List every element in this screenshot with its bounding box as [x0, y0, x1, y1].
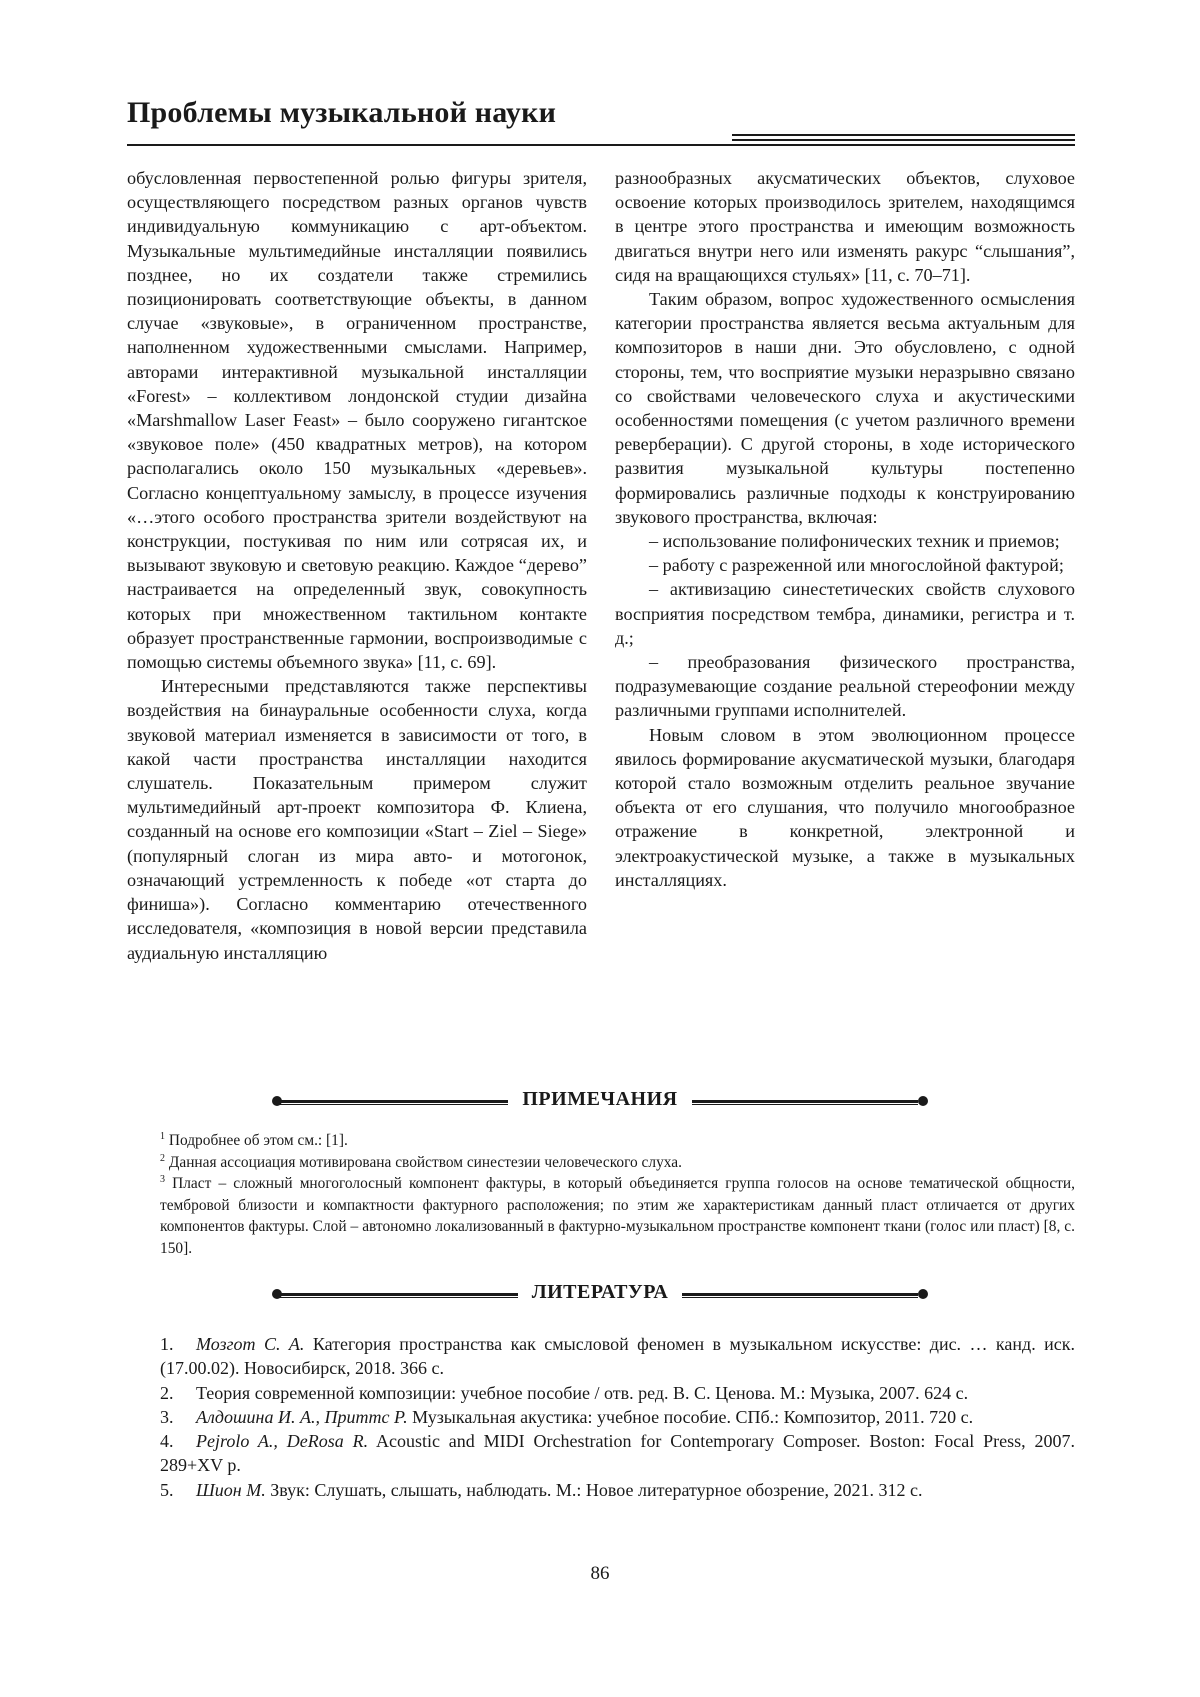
paragraph: Новым словом в этом эволюционном процессе явилось формирование акусматической музыки, благодаря которой стало возможным отделить реальное звучание объекта от его слушания, что получило многообразное отражение в конкретной, электронной и электроакустической музыке, а также в музыкальных инсталляциях.: [615, 724, 1075, 890]
reference-item: [160, 1478, 1075, 1502]
paragraph: Таким образом, вопрос художественного осмысления категории пространства является весьма актуальным для композиторов в наши дни. Это обусловлено, с одной стороны, тем, что восприятие музыки неразрывно связано со свойствами человеческого слуха и акустическими особенностями помещения (с учетом различного времени реверберации). С другой стороны, в ходе исторического развития музыкальной культуры постепенно формировались различные подходы к конструированию звукового пространства, включая:: [615, 289, 1075, 527]
reference-text: Категория пространства как смысловой феномен в музыкальном искусстве: дис. … канд. иск. (17.00.02). Новосибирск, 2018. 366 с.: [160, 1334, 1075, 1379]
footnote-text: Пласт – сложный многоголосный компонент фактуры, в который объединяется группа голосов на основе тематической общности, тембровой близости и компактности фактурного расположения; по этим же характеристикам данный пласт отличается от других компонентов фактуры. Слой – автономно локализованный в фактурно-музыкальном пространстве компонент ткани (голос или пласт) [8, с. 150].: [160, 1175, 1075, 1257]
reference-item: [160, 1405, 1075, 1429]
notes-heading: ПРИМЕЧАНИЯ: [508, 1088, 691, 1110]
page-number: 86: [590, 1563, 610, 1584]
footnote: [160, 1152, 1075, 1174]
left-column: [127, 166, 587, 965]
references-heading: ЛИТЕРАТУРА: [518, 1281, 683, 1303]
footnote-number: 2: [160, 1152, 165, 1164]
notes-section: [160, 1130, 1075, 1259]
reference-number: 3.: [160, 1406, 174, 1427]
paragraph: обусловленная первостепенной ролью фигуры зрителя, осуществляющего посредством разных органов чувств индивидуальную коммуникацию с арт-объектом. Музыкальные мультимедийные инсталляции появились позднее, но их создатели также стремились позиционировать соответствующие объекты, в данном случае «звуковые», в ограниченном пространстве, наполненном художественными смыслами. Например, авторами интерактивной музыкальной инсталляции «Forest» – коллективом лондонской студии дизайна «Marshmallow Laser Feast» – было сооружено гигантское «звуковое поле» (450 квадратных метров), на котором располагались около 150 музыкальных «деревьев». Согласно концептуальному замыслу, в процессе изучения «…этого особого пространства зрители воздействуют на конструкции, постукивая по ним или сотрясая их, и вызывают звуковую и световую реакцию. Каждое “дерево” настраивается на определенный звук, совокупность которых при множественном тактильном контакте образует пространственные гармонии, воспроизводимые с помощью системы объемного звука» [11, с. 69].: [127, 168, 587, 673]
reference-text: Acoustic and MIDI Orchestration for Contemporary Composer. Boston: Focal Press, 2007. 289+XV p.: [160, 1431, 1075, 1476]
footnote: [160, 1173, 1075, 1259]
reference-author: Pejrolo A., DeRosa R.: [196, 1431, 369, 1452]
reference-item: [160, 1429, 1075, 1478]
reference-item: [160, 1381, 1075, 1405]
reference-number: 2.: [160, 1382, 174, 1403]
header-rule-accent-1: [732, 134, 1075, 136]
reference-number: 1.: [160, 1334, 174, 1354]
footnote-number: 3: [160, 1173, 165, 1185]
paragraph: Интересными представляются также перспективы воздействия на бинауральные особенности слуха, когда звуковой материал изменяется в зависимости от того, в какой части пространства инсталляции находится слушатель. Показательным примером служит мультимедийный арт-проект композитора Ф. Клиена, созданный на основе его композиции «Start – Ziel – Siege» (популярный слоган из мира авто- и мотогонок, означающий устремленность к победе «от старта до финиша»). Согласно комментарию отечественного исследователя, «композиция в новой версии представила аудиальную инсталляцию: [127, 676, 587, 963]
reference-author: Мозгот С. А.: [196, 1334, 305, 1354]
reference-number: 5.: [160, 1479, 174, 1500]
footnote: [160, 1130, 1075, 1152]
notes-heading-divider: [270, 1085, 930, 1115]
header-rule-accent-2: [732, 139, 1075, 141]
header-rule: [127, 144, 1075, 146]
list-item: – работу с разреженной или многослойной фактурой;: [649, 555, 1064, 576]
reference-author: Шион М.: [196, 1479, 266, 1500]
list-item: – использование полифонических техник и приемов;: [649, 531, 1060, 552]
reference-author: Алдошина И. А., Приттс Р.: [196, 1406, 408, 1427]
paragraph: разнообразных акусматических объектов, слуховое освоение которых производилось зрителем, находящимся в центре этого пространства и имеющим возможность двигаться внутри него или изменять ракурс “слышания”, сидя на вращающихся стульях» [11, с. 70–71].: [615, 168, 1075, 285]
references-heading-divider: [270, 1278, 930, 1308]
reference-text: Музыкальная акустика: учебное пособие. СПб.: Композитор, 2011. 720 с.: [412, 1406, 974, 1427]
list-item: – активизацию синестетических свойств слухового восприятия посредством тембра, динамики, регистра и т. д.;: [615, 579, 1075, 648]
list-item: – преобразования физического пространства, подразумевающие создание реальной стереофонии между различными группами исполнителей.: [615, 652, 1075, 721]
journal-title: Проблемы музыкальной науки: [127, 96, 557, 129]
footnote-number: 1: [160, 1130, 165, 1142]
references-list: [160, 1332, 1075, 1502]
reference-item: [160, 1332, 1075, 1381]
reference-number: 4.: [160, 1431, 174, 1452]
reference-text: Звук: Слушать, слышать, наблюдать. М.: Новое литературное обозрение, 2021. 312 с.: [270, 1479, 923, 1500]
footnote-text: Подробнее об этом см.: [1].: [168, 1132, 348, 1149]
right-column: [615, 166, 1075, 892]
footnote-text: Данная ассоциация мотивирована свойством синестезии человеческого слуха.: [168, 1153, 682, 1171]
reference-text: Теория современной композиции: учебное пособие / отв. ред. В. С. Ценова. М.: Музыка, 2007. 624 с.: [196, 1382, 969, 1403]
